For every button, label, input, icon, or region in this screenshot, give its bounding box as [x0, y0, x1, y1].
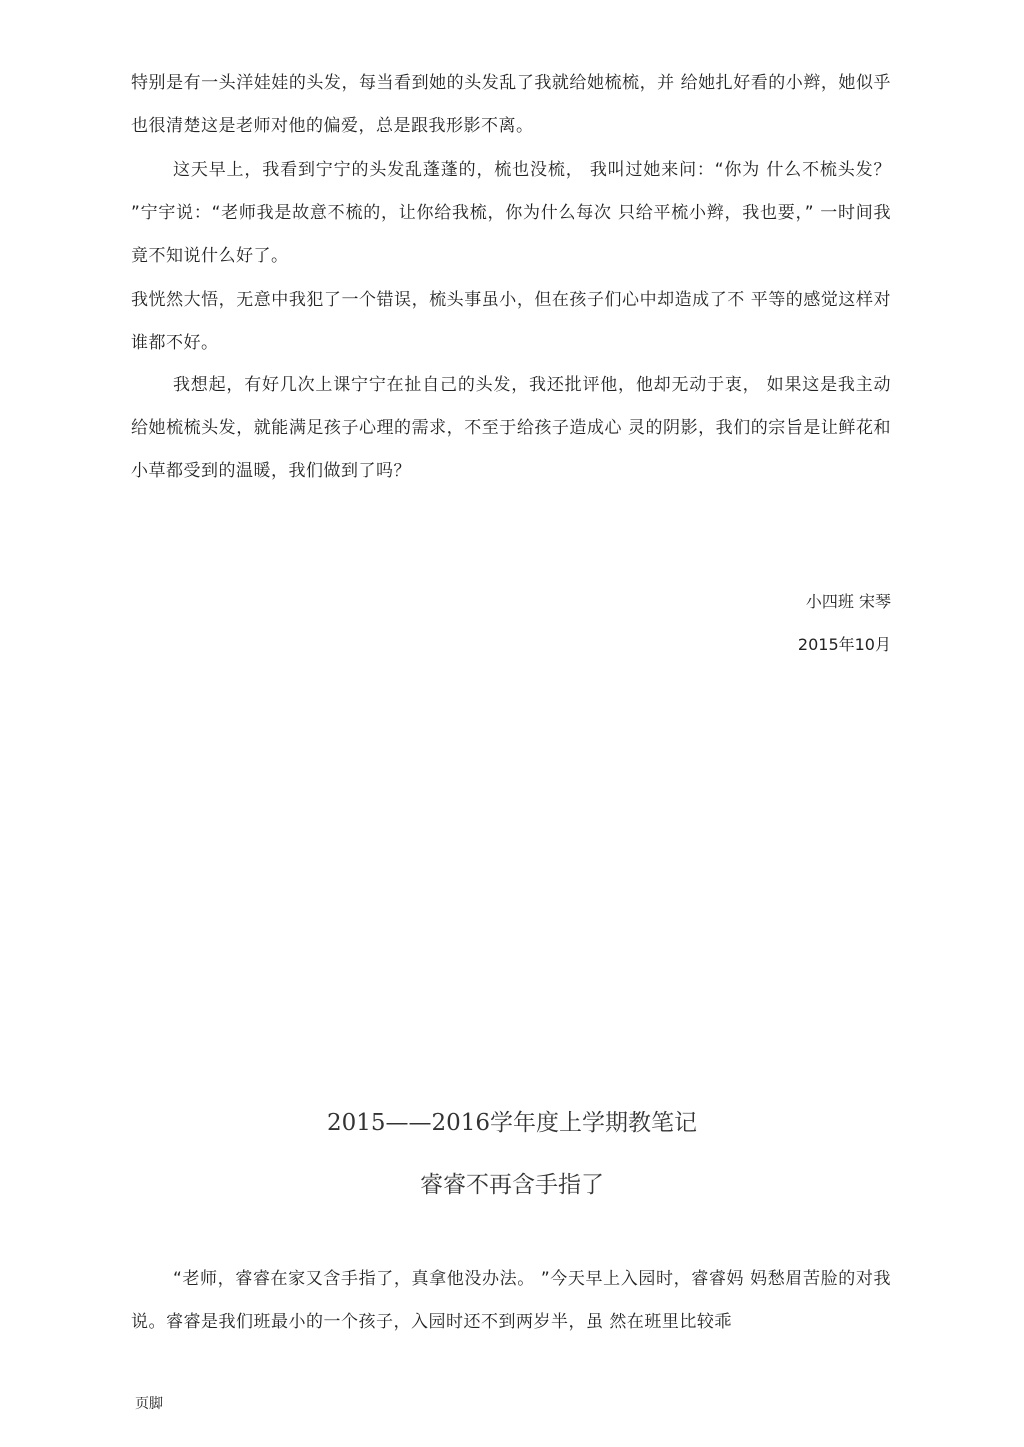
article-paragraph-1: “老师，睿睿在家又含手指了，真拿他没办法。 ”今天早上入园时，睿睿妈 妈愁眉苦脸的对我说。睿睿是我们班最小的一个孩子，入园时还不到两岁半，虽 然在班里比较乖: [131, 1269, 891, 1332]
paragraph-4: 我想起，有好几次上课宁宁在扯自己的头发，我还批评他，他却无动于衷， 如果这是我主动给她梳梳头发，就能满足孩子心理的需求，不至于给孩子造成心 灵的阴影，我们的宗旨是让鲜花和小草都受到的温暖，我们做到了吗？: [131, 375, 891, 481]
signature-author: 小四班 宋琴: [805, 592, 891, 611]
article-heading: 2015——2016学年度上学期教笔记: [326, 1110, 698, 1136]
article-subtitle: 睿睿不再含手指了: [420, 1172, 604, 1198]
paragraph-3: 我恍然大悟，无意中我犯了一个错误，梳头事虽小，但在孩子们心中却造成了不 平等的感觉这样对谁都不好。: [131, 290, 891, 353]
signature-date: 2015年10月: [797, 635, 891, 654]
paragraph-1: 特别是有一头洋娃娃的头发，每当看到她的头发乱了我就给她梳梳，并 给她扎好看的小辫，她似乎也很清楚这是老师对他的偏爱，总是跟我形影不离。: [131, 73, 891, 136]
paragraph-2: 这天早上，我看到宁宁的头发乱蓬蓬的，梳也没梳， 我叫过她来问：“你为 什么不梳头发？ ”宁宇说：“老师我是故意不梳的，让你给我梳，你为什么每次 只给平梳小辫，我也要，” 一时间我竟不知说什么好了。: [131, 160, 891, 266]
page-footer: 页脚: [135, 1396, 163, 1412]
